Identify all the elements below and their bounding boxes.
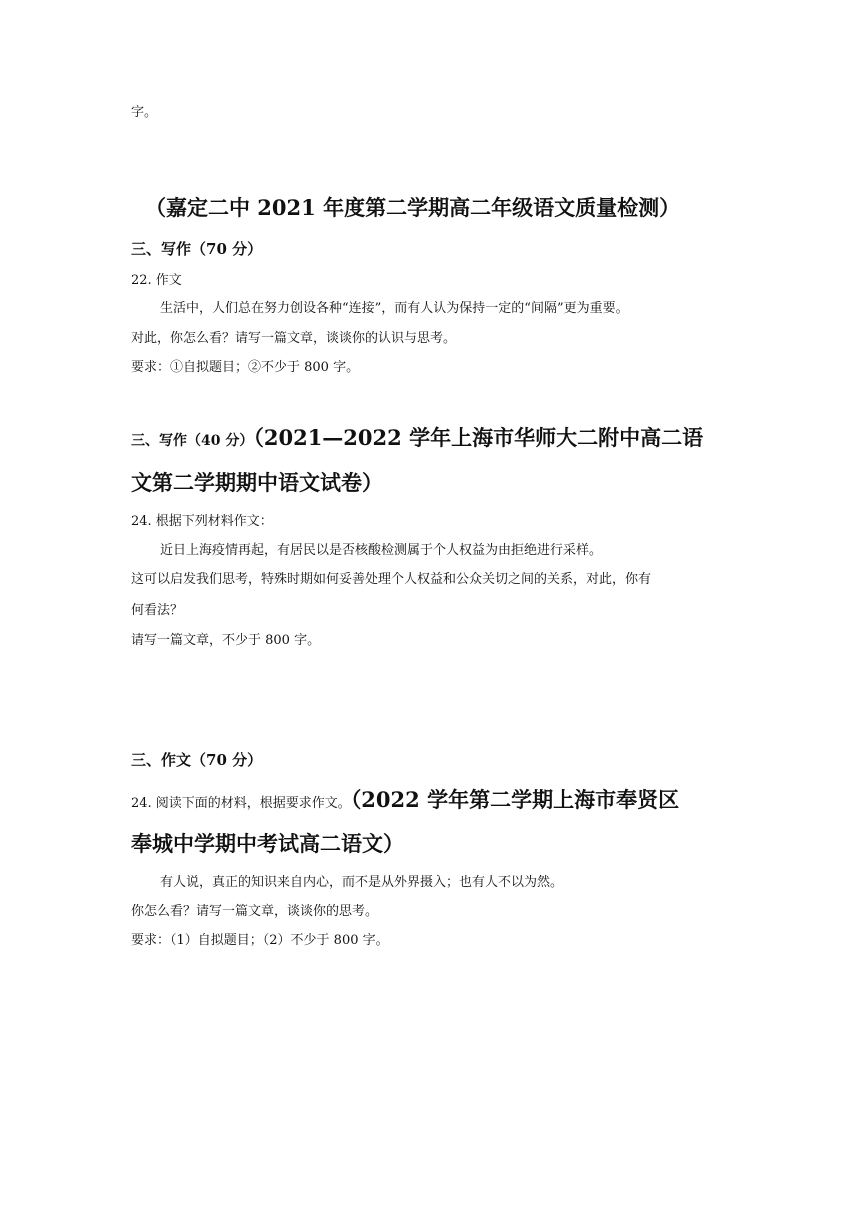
block1-title: （嘉定二中 2021 年度第二学期高二年级语文质量检测） xyxy=(145,195,681,220)
block2-title-line1: （2021—2022 学年上海市华师大二附中高二语 xyxy=(253,425,704,450)
block3-material: 有人说，真正的知识来自内心，而不是从外界摄入；也有人不以为然。 xyxy=(160,875,564,890)
block2-question-label: 24. 根据下列材料作文： xyxy=(131,514,273,529)
block2-section-heading: 三、写作（40 分） xyxy=(131,433,254,449)
block3-question-line xyxy=(131,786,679,814)
block3-title-line2: 奉城中学期中考试高二语文） xyxy=(131,831,404,856)
block1-prompt-line2: 对此，你怎么看？请写一篇文章，谈谈你的认识与思考。 xyxy=(131,331,457,346)
block3-question-label: 24. 阅读下面的材料，根据要求作文。 xyxy=(131,796,351,811)
block2-title-line2: 文第二学期期中语文试卷） xyxy=(131,470,383,495)
block3-section-heading: 三、作文（70 分） xyxy=(131,751,263,769)
block1-question-label: 22. 作文 xyxy=(131,273,182,288)
block3-title-line1: （2022 学年第二学期上海市奉贤区 xyxy=(350,787,680,812)
block1-requirement: 要求：①自拟题目；②不少于 800 字。 xyxy=(131,360,360,375)
block3-requirement: 要求：（1）自拟题目；（2）不少于 800 字。 xyxy=(131,933,389,948)
top-fragment-text: 字。 xyxy=(131,105,158,120)
block1-section-heading: 三、写作（70 分） xyxy=(131,240,263,258)
block1-prompt-line1: 生活中，人们总在努力创设各种“连接”，而有人认为保持一定的“间隔”更为重要。 xyxy=(160,301,629,316)
block2-prompt-line2: 何看法？ xyxy=(131,603,184,618)
block2-material: 近日上海疫情再起，有居民以是否核酸检测属于个人权益为由拒绝进行采样。 xyxy=(160,543,603,558)
block2-requirement: 请写一篇文章，不少于 800 字。 xyxy=(131,633,321,648)
block3-prompt: 你怎么看？请写一篇文章，谈谈你的思考。 xyxy=(131,904,379,919)
block2-heading-line1 xyxy=(131,424,703,452)
block2-prompt-line1: 这可以启发我们思考，特殊时期如何妥善处理个人权益和公众关切之间的关系，对此，你有 xyxy=(131,572,652,587)
